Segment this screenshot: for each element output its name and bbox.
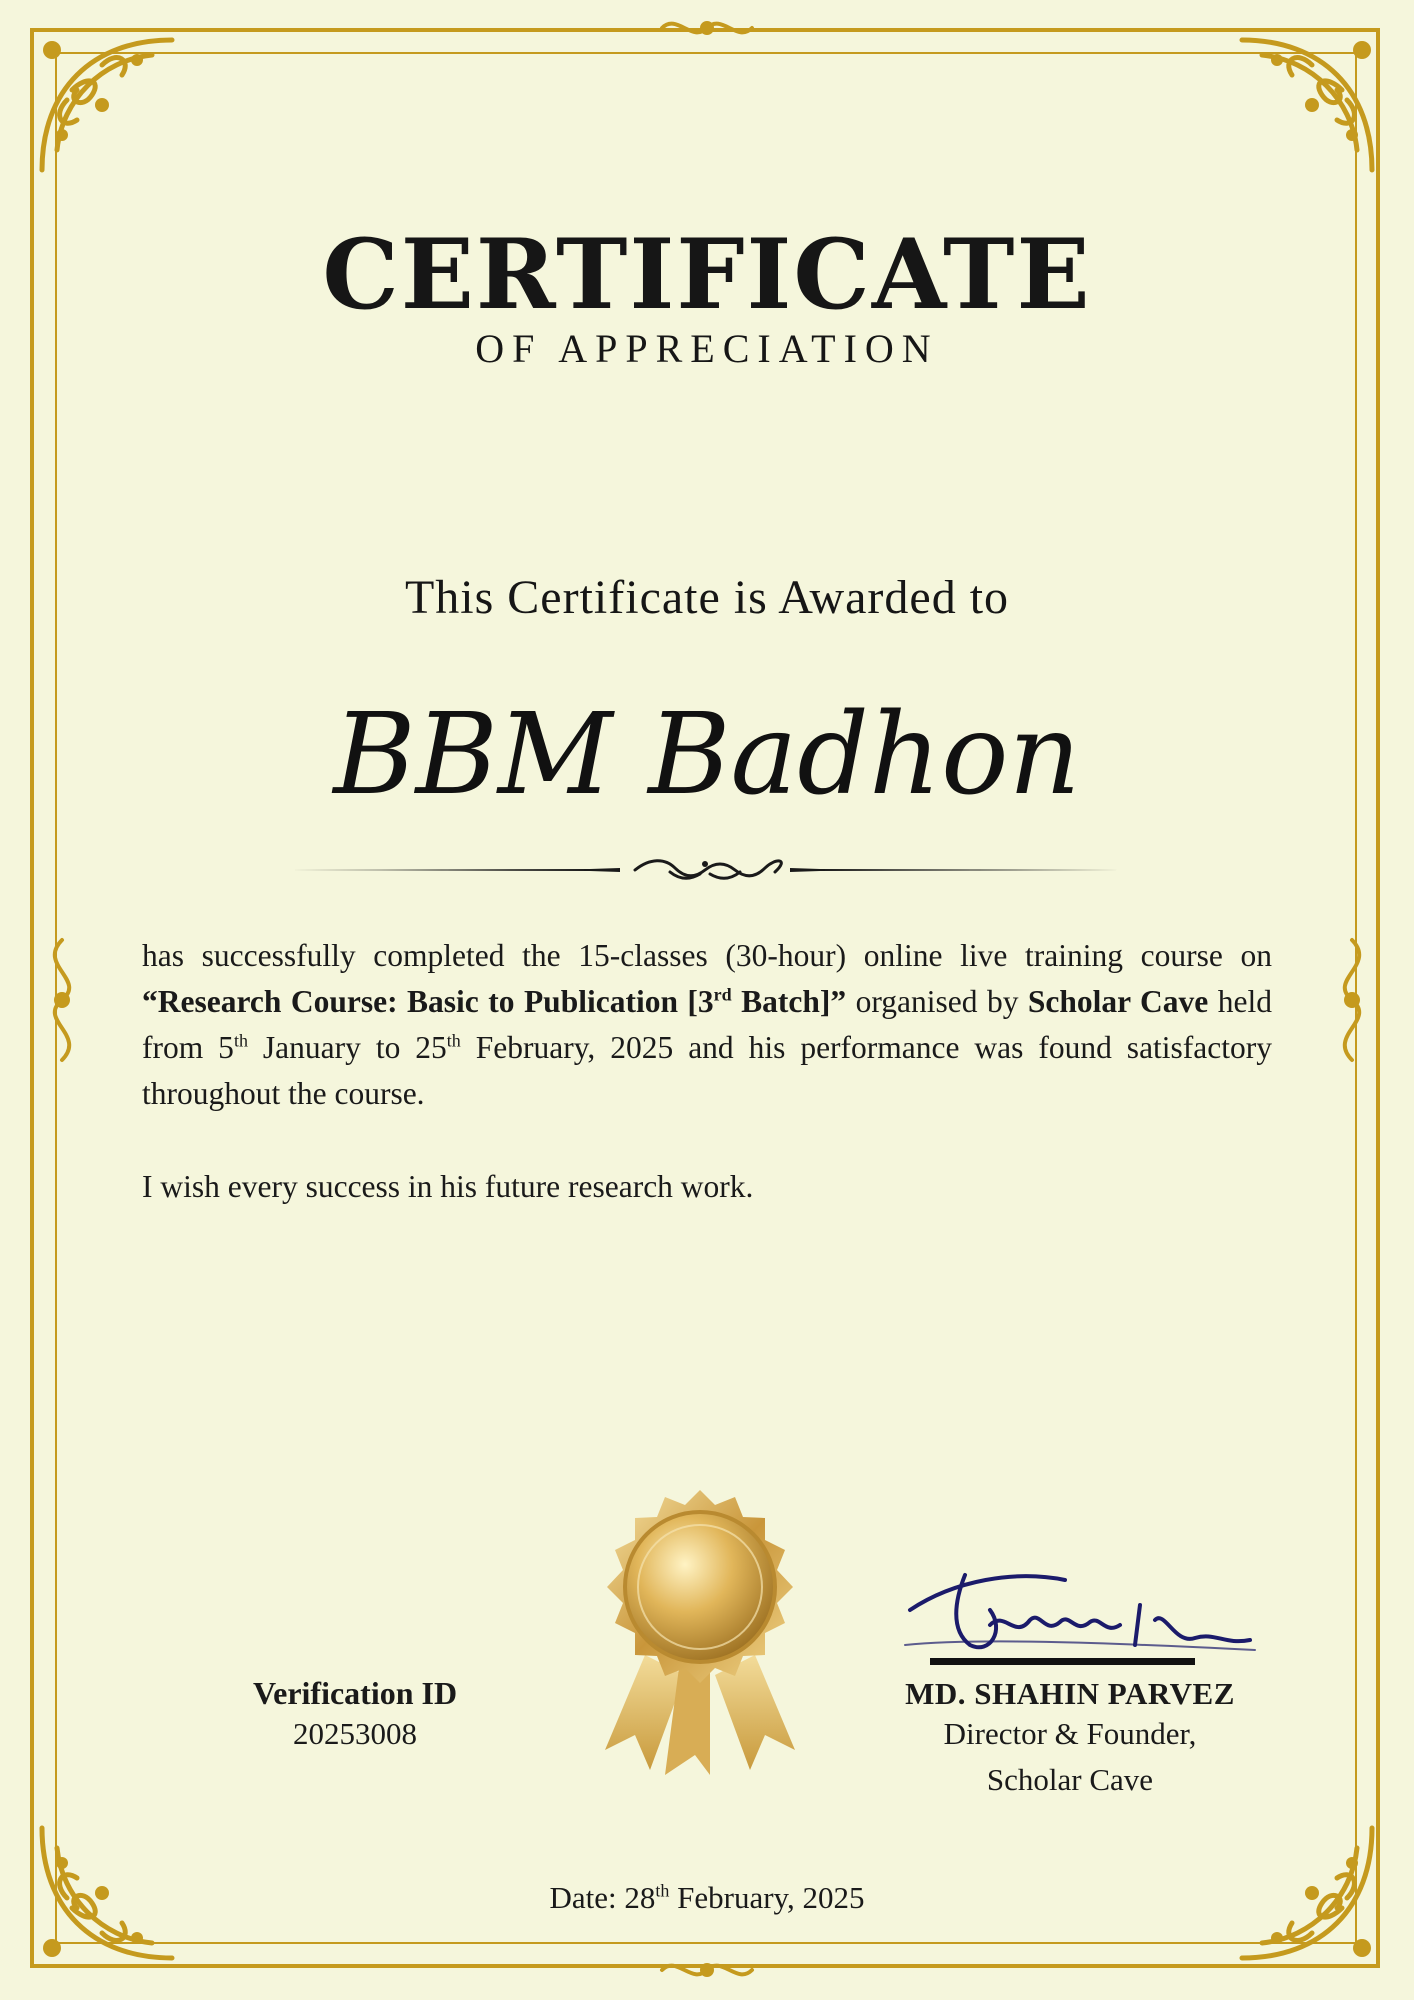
- date-suffix: February, 2025: [669, 1880, 865, 1915]
- date-superscript: th: [655, 1880, 670, 1901]
- certificate-subtitle: OF APPRECIATION: [475, 326, 939, 371]
- awarded-line: This Certificate is Awarded to: [404, 571, 1010, 624]
- course-title-superscript: rd: [713, 984, 732, 1005]
- verification-id: 20253008: [293, 1716, 417, 1751]
- course-title-part-b: Batch]”: [731, 984, 847, 1019]
- bottom-center-flourish: [652, 1950, 762, 1990]
- top-center-flourish: [652, 8, 762, 48]
- certificate-body-paragraph: [142, 933, 1272, 1117]
- recipient-name: BBM Badhon: [333, 690, 1081, 820]
- left-side-flourish: [32, 930, 92, 1070]
- signatory-organization: Scholar Cave: [986, 1762, 1154, 1797]
- signatory-role: Director & Founder,: [943, 1716, 1197, 1751]
- corner-ornament-top-left: [32, 30, 182, 180]
- organizer-name: Scholar Cave: [1027, 984, 1209, 1019]
- body-text-part1: has successfully completed the 15-classes (30-hour) online live training course on: [142, 938, 1272, 973]
- course-title: [142, 984, 846, 1019]
- body-text-part2: organised by: [846, 984, 1028, 1019]
- right-side-flourish: [1322, 930, 1382, 1070]
- body-text-part5: February, 2025 and his performance was found satisfactory throughout the course.: [142, 1030, 1273, 1111]
- date-prefix: Date: 28: [549, 1880, 656, 1915]
- handwritten-signature: [895, 1550, 1265, 1680]
- body-text-part3: held from 5: [142, 984, 1272, 1065]
- corner-ornament-top-right: [1232, 30, 1382, 180]
- end-date-superscript: th: [446, 1030, 461, 1051]
- course-title-part-a: “Research Course: Basic to Publication [3: [142, 984, 714, 1019]
- body-text-part4: January to 25: [247, 1030, 447, 1065]
- name-divider: [290, 850, 1120, 890]
- wish-line: I wish every success in his future research work.: [142, 1169, 754, 1204]
- certificate-title: CERTIFICATE: [322, 218, 1092, 331]
- start-date-superscript: th: [233, 1030, 248, 1051]
- issue-date: [0, 1880, 1414, 1916]
- verification-label: Verification ID: [252, 1675, 458, 1711]
- gold-seal-icon: [585, 1485, 815, 1785]
- signatory-name: MD. SHAHIN PARVEZ: [905, 1676, 1235, 1711]
